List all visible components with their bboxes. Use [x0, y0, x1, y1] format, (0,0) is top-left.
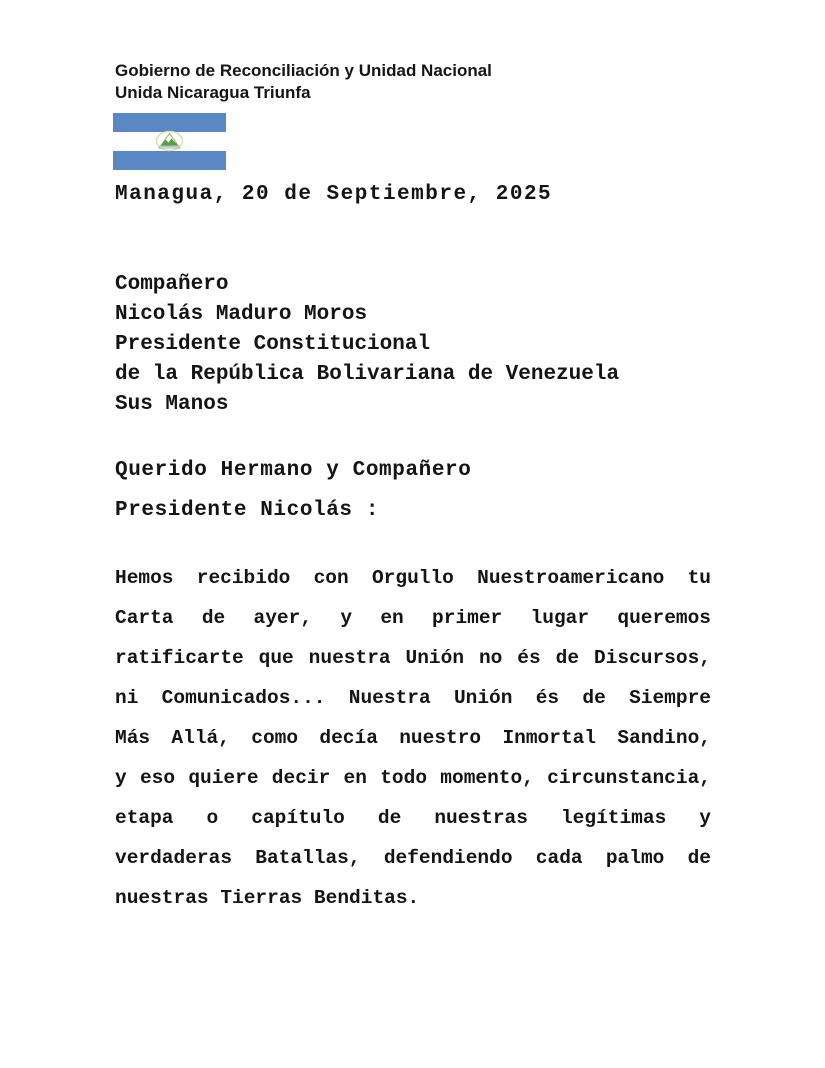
salutation-block: [115, 451, 471, 531]
salutation-line: Querido Hermano y Compañero: [115, 459, 472, 482]
recipient-line: de la República Bolivariana de Venezuela: [115, 363, 620, 386]
body-line: Más Allá, como decía nuestro Inmortal Sandino,: [115, 727, 711, 749]
nicaragua-flag-graphic: [113, 113, 226, 170]
recipient-line: Sus Manos: [115, 393, 229, 416]
recipient-line: Nicolás Maduro Moros: [115, 303, 368, 326]
body-line: Hemos recibido con Orgullo Nuestroamericano tu: [115, 567, 711, 589]
body-line: ni Comunicados... Nuestra Unión és de Siempre: [115, 687, 711, 709]
salutation-line: Presidente Nicolás :: [115, 499, 380, 522]
body-line: ratificarte que nuestra Unión no és de Discursos,: [115, 647, 711, 669]
body-line: y eso quiere decir en todo momento, circunstancia,: [115, 767, 711, 789]
recipient-line: Compañero: [115, 273, 229, 296]
org-motto-line: Unida Nicaragua Triunfa: [115, 83, 311, 102]
body-line: Carta de ayer, y en primer lugar queremos: [115, 607, 711, 629]
org-name-line: Gobierno de Reconciliación y Unidad Nacional: [115, 61, 492, 80]
body-line: nuestras Tierras Benditas.: [115, 887, 420, 909]
body-line: etapa o capítulo de nuestras legítimas y: [115, 807, 711, 829]
letter-date: Managua, 20 de Septiembre, 2025: [115, 183, 553, 206]
nicaragua-flag: [113, 113, 226, 170]
body-line: verdaderas Batallas, defendiendo cada palmo de: [115, 847, 711, 869]
letter-body: [115, 558, 711, 918]
flag-blue-stripe-bottom: [113, 151, 226, 170]
letterhead: [115, 60, 492, 104]
recipient-line: Presidente Constitucional: [115, 333, 431, 356]
flag-blue-stripe-top: [113, 113, 226, 132]
recipient-block: [115, 270, 619, 420]
